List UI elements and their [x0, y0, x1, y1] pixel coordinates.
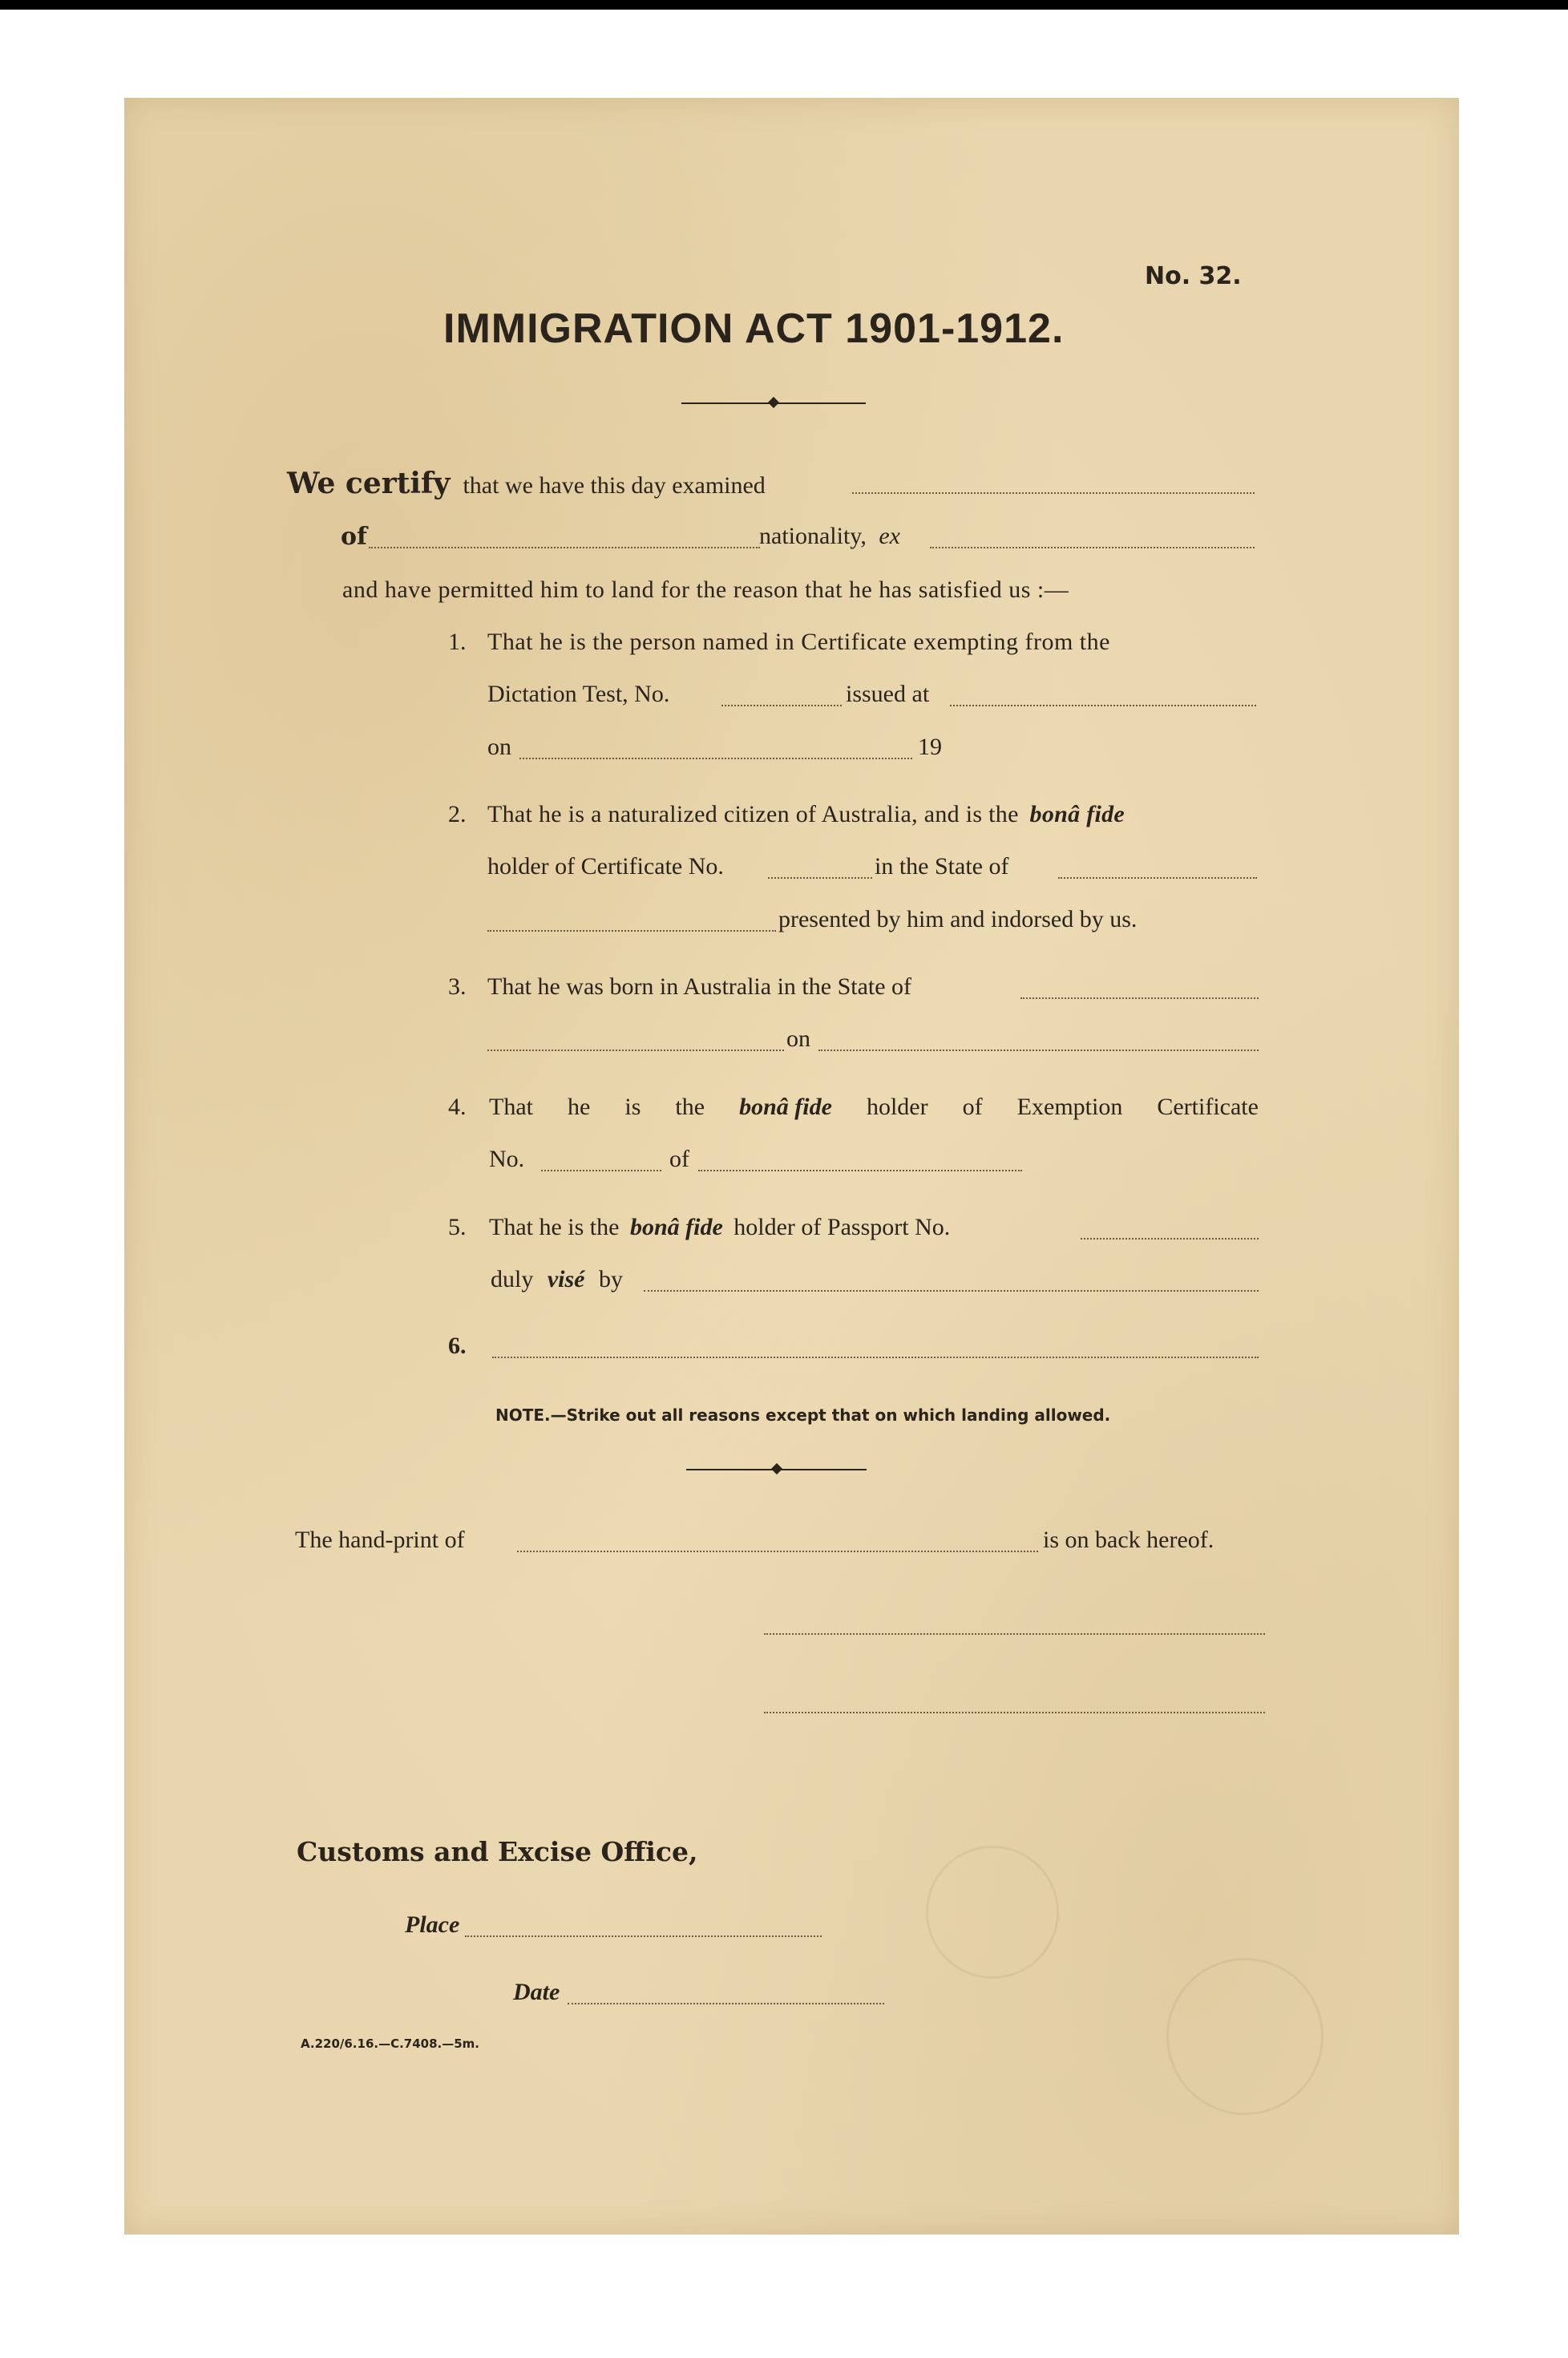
birth-state-field[interactable] — [1020, 997, 1259, 999]
place-field[interactable] — [465, 1935, 822, 1937]
exemption-of-label: of — [669, 1146, 689, 1172]
handprint-name-field[interactable] — [517, 1551, 1038, 1552]
reason-2-number: 2. — [448, 801, 467, 827]
nationality-line — [759, 523, 900, 550]
place-label: Place — [405, 1911, 460, 1938]
certify-text: that we have this day examined — [463, 472, 766, 499]
issued-at-field[interactable] — [950, 705, 1256, 706]
office-title: Customs and Excise Office, — [297, 1836, 698, 1867]
signature-line-2[interactable] — [764, 1712, 1265, 1713]
reason-4-word: is — [624, 1094, 641, 1120]
handprint-prefix: The hand-print of — [295, 1527, 465, 1553]
holder-certificate-label: holder of Certificate No. — [487, 853, 724, 880]
ornament-divider — [686, 1469, 867, 1470]
naturalized-state-field[interactable] — [1058, 877, 1257, 879]
reason-1-on-label: on — [487, 734, 511, 760]
reason-4-word: the — [675, 1094, 705, 1120]
reason-4-word: holder — [866, 1094, 928, 1120]
exemption-no-label: No. — [489, 1146, 525, 1172]
presented-field[interactable] — [487, 930, 776, 932]
origin-field[interactable] — [369, 547, 760, 548]
certificate-number-field[interactable] — [768, 877, 872, 879]
form-number: No. 32. — [1145, 262, 1242, 290]
reason-2-text: That he is a naturalized citizen of Australia, and is the — [487, 801, 1019, 827]
reason-5-prefix: That he is the — [489, 1214, 620, 1240]
reason-6-field[interactable] — [492, 1357, 1259, 1358]
reason-3-text: That he was born in Australia in the State of — [487, 973, 912, 1000]
reason-3-number: 3. — [448, 973, 467, 1000]
faint-stamp-mark — [926, 1846, 1059, 1979]
reason-3-on-label: on — [786, 1025, 810, 1052]
reason-4-word: of — [962, 1094, 983, 1120]
bona-fide-italic: bonâ fide — [739, 1094, 832, 1120]
presented-text: presented by him and indorsed by us. — [778, 906, 1138, 932]
issued-at-label: issued at — [846, 681, 930, 707]
reason-1-text: That he is the person named in Certificate exempting from the — [487, 629, 1110, 655]
reason-5-number: 5. — [448, 1214, 467, 1240]
passport-number-field[interactable] — [1081, 1238, 1259, 1240]
birth-date-field[interactable] — [818, 1050, 1259, 1051]
printer-code: A.220/6.16.—C.7408.—5m. — [301, 2036, 480, 2051]
handprint-suffix: is on back hereof. — [1043, 1527, 1214, 1553]
dictation-number-field[interactable] — [721, 705, 842, 706]
reason-4-word: That — [489, 1094, 533, 1120]
year-prefix: 19 — [918, 734, 942, 760]
bona-fide-italic: bonâ fide — [1029, 801, 1125, 827]
reason-4-word: he — [568, 1094, 591, 1120]
reason-1-date-field[interactable] — [519, 758, 912, 759]
note-line — [495, 1405, 1110, 1425]
vise-by-field[interactable] — [644, 1290, 1259, 1292]
in-state-label: in the State of — [875, 853, 1009, 880]
reason-5-line — [489, 1214, 950, 1241]
reason-4-word: Exemption — [1016, 1094, 1123, 1120]
nationality-label: nationality, — [759, 523, 867, 549]
reason-5-suffix: holder of Passport No. — [733, 1214, 951, 1240]
scan-top-edge — [0, 0, 1568, 10]
dictation-label: Dictation Test, No. — [487, 681, 670, 707]
of-label: of — [341, 523, 367, 551]
signature-line-1[interactable] — [764, 1633, 1265, 1635]
faint-stamp-mark — [1166, 1958, 1324, 2115]
date-field[interactable] — [568, 2003, 884, 2004]
exemption-number-field[interactable] — [541, 1170, 661, 1171]
reason-4-text — [489, 1094, 1259, 1121]
form-title: IMMIGRATION ACT 1901-1912. — [443, 305, 1065, 352]
reason-6-number: 6. — [448, 1333, 467, 1359]
reason-4-number: 4. — [448, 1094, 467, 1120]
note-label: NOTE. — [495, 1405, 551, 1425]
ornament-divider — [681, 402, 866, 404]
certify-lead: We certify — [287, 467, 451, 500]
reason-2-line — [487, 801, 1125, 828]
certify-line — [287, 467, 766, 500]
by-label: by — [598, 1266, 623, 1292]
reason-4-word: Certificate — [1157, 1094, 1259, 1120]
ex-vessel-field[interactable] — [930, 547, 1255, 548]
date-label: Date — [513, 1979, 560, 2005]
form-sheet — [124, 98, 1459, 2235]
duly-label: duly — [491, 1266, 534, 1292]
bona-fide-italic: bonâ fide — [629, 1214, 723, 1240]
ex-label: ex — [879, 523, 900, 549]
birth-place-field[interactable] — [487, 1050, 784, 1051]
reason-1-number: 1. — [448, 629, 467, 655]
examined-name-field[interactable] — [852, 492, 1255, 494]
vise-italic: visé — [547, 1266, 585, 1292]
permitted-text: and have permitted him to land for the reason that he has satisfied us :— — [342, 576, 1069, 603]
vise-line — [491, 1266, 623, 1293]
exemption-of-field[interactable] — [698, 1170, 1022, 1171]
note-text: —Strike out all reasons except that on which landing allowed. — [550, 1405, 1111, 1425]
